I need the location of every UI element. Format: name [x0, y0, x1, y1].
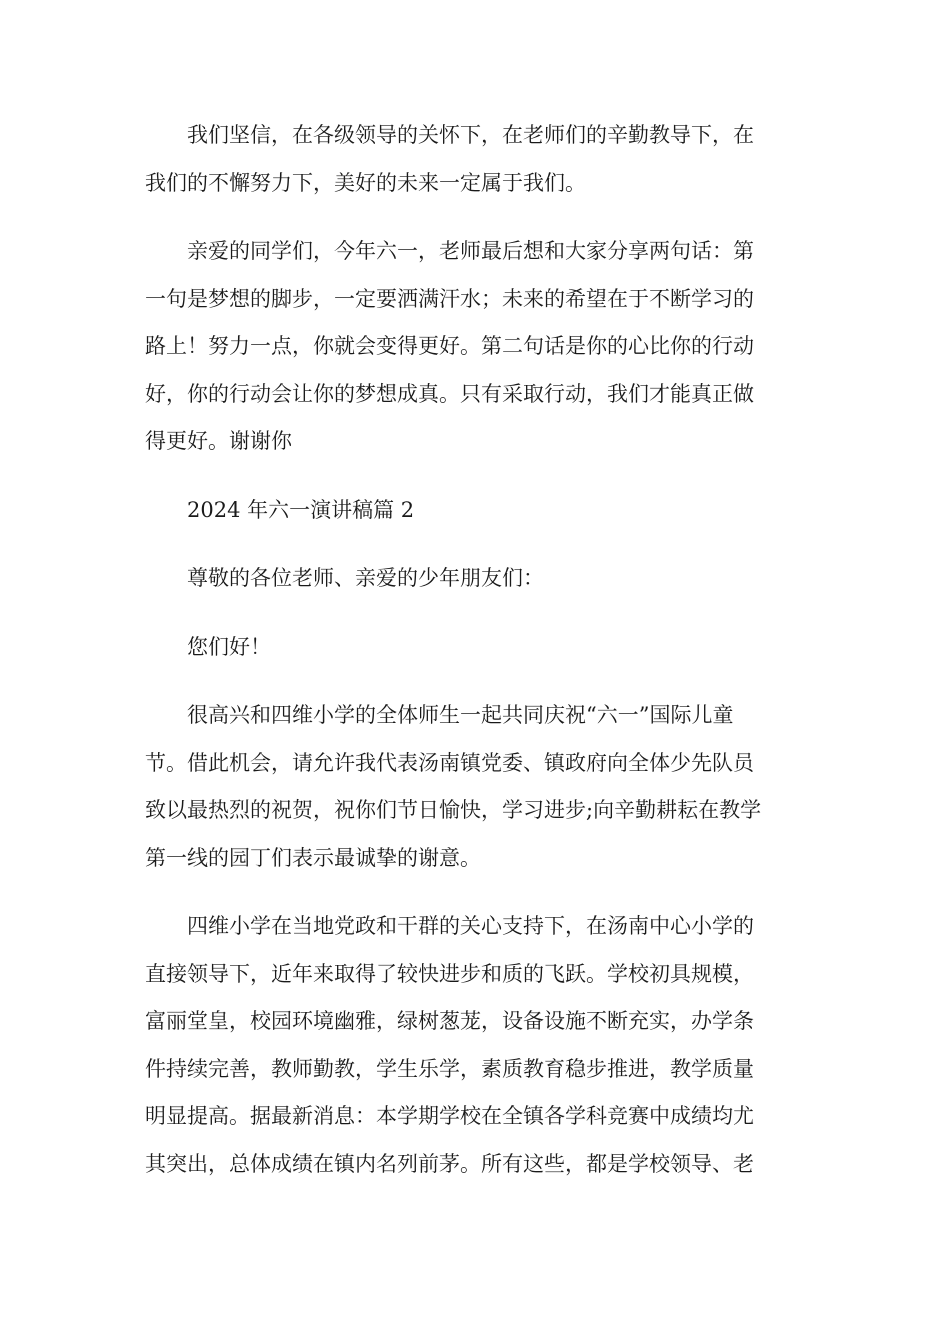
text-line: 直接领导下，近年来取得了较快进步和质的飞跃。学校初具规模， — [145, 961, 754, 986]
text-line: 四维小学在当地党政和干群的关心支持下，在汤南中心小学的 — [187, 914, 754, 938]
paragraph-celebration — [145, 692, 805, 882]
paragraph-closing-words — [145, 228, 805, 466]
paragraph-conclusion — [145, 112, 805, 207]
heading-text: 2024 年六一演讲稿篇 2 — [187, 497, 415, 522]
text-line: 我们坚信，在各级领导的关怀下，在老师们的辛勤教导下，在 — [187, 123, 754, 147]
text-line: 件持续完善，教师勤教，学生乐学，素质教育稳步推进，教学质量 — [145, 1056, 754, 1081]
text-line: 第一线的园丁们表示最诚挚的谢意。 — [145, 845, 481, 870]
paragraph-salutation — [145, 555, 805, 603]
document-body — [145, 112, 805, 1209]
text-line: 富丽堂皇，校园环境幽雅，绿树葱茏，设备设施不断充实，办学条 — [145, 1009, 754, 1033]
text-line: 节。借此机会，请允许我代表汤南镇党委、镇政府向全体少先队员 — [145, 750, 754, 775]
text-line: 其突出，总体成绩在镇内名列前茅。所有这些，都是学校领导、老 — [145, 1151, 754, 1176]
text-line: 亲爱的同学们，今年六一，老师最后想和大家分享两句话：第 — [187, 239, 754, 263]
text-line: 您们好！ — [187, 634, 271, 659]
paragraph-greeting — [145, 624, 805, 672]
text-line: 一句是梦想的脚步，一定要洒满汗水；未来的希望在于不断学习的 — [145, 286, 754, 311]
text-line: 明显提高。据最新消息：本学期学校在全镇各学科竞赛中成绩均尤 — [145, 1104, 754, 1128]
text-line: 致以最热烈的祝贺，祝你们节日愉快，学习进步;向辛勤耕耘在教学 — [145, 798, 762, 822]
text-line: 好，你的行动会让你的梦想成真。只有采取行动，我们才能真正做 — [145, 381, 754, 406]
text-line: 得更好。谢谢你 — [145, 429, 292, 453]
text-line: 尊敬的各位老师、亲爱的少年朋友们： — [187, 566, 544, 590]
text-line: 我们的不懈努力下，美好的未来一定属于我们。 — [145, 170, 586, 195]
section-heading — [145, 487, 805, 535]
paragraph-school-progress — [145, 903, 805, 1188]
text-line: 很高兴和四维小学的全体师生一起共同庆祝“六一”国际儿童 — [187, 703, 734, 727]
text-line: 路上！努力一点，你就会变得更好。第二句话是你的心比你的行动 — [145, 334, 754, 358]
